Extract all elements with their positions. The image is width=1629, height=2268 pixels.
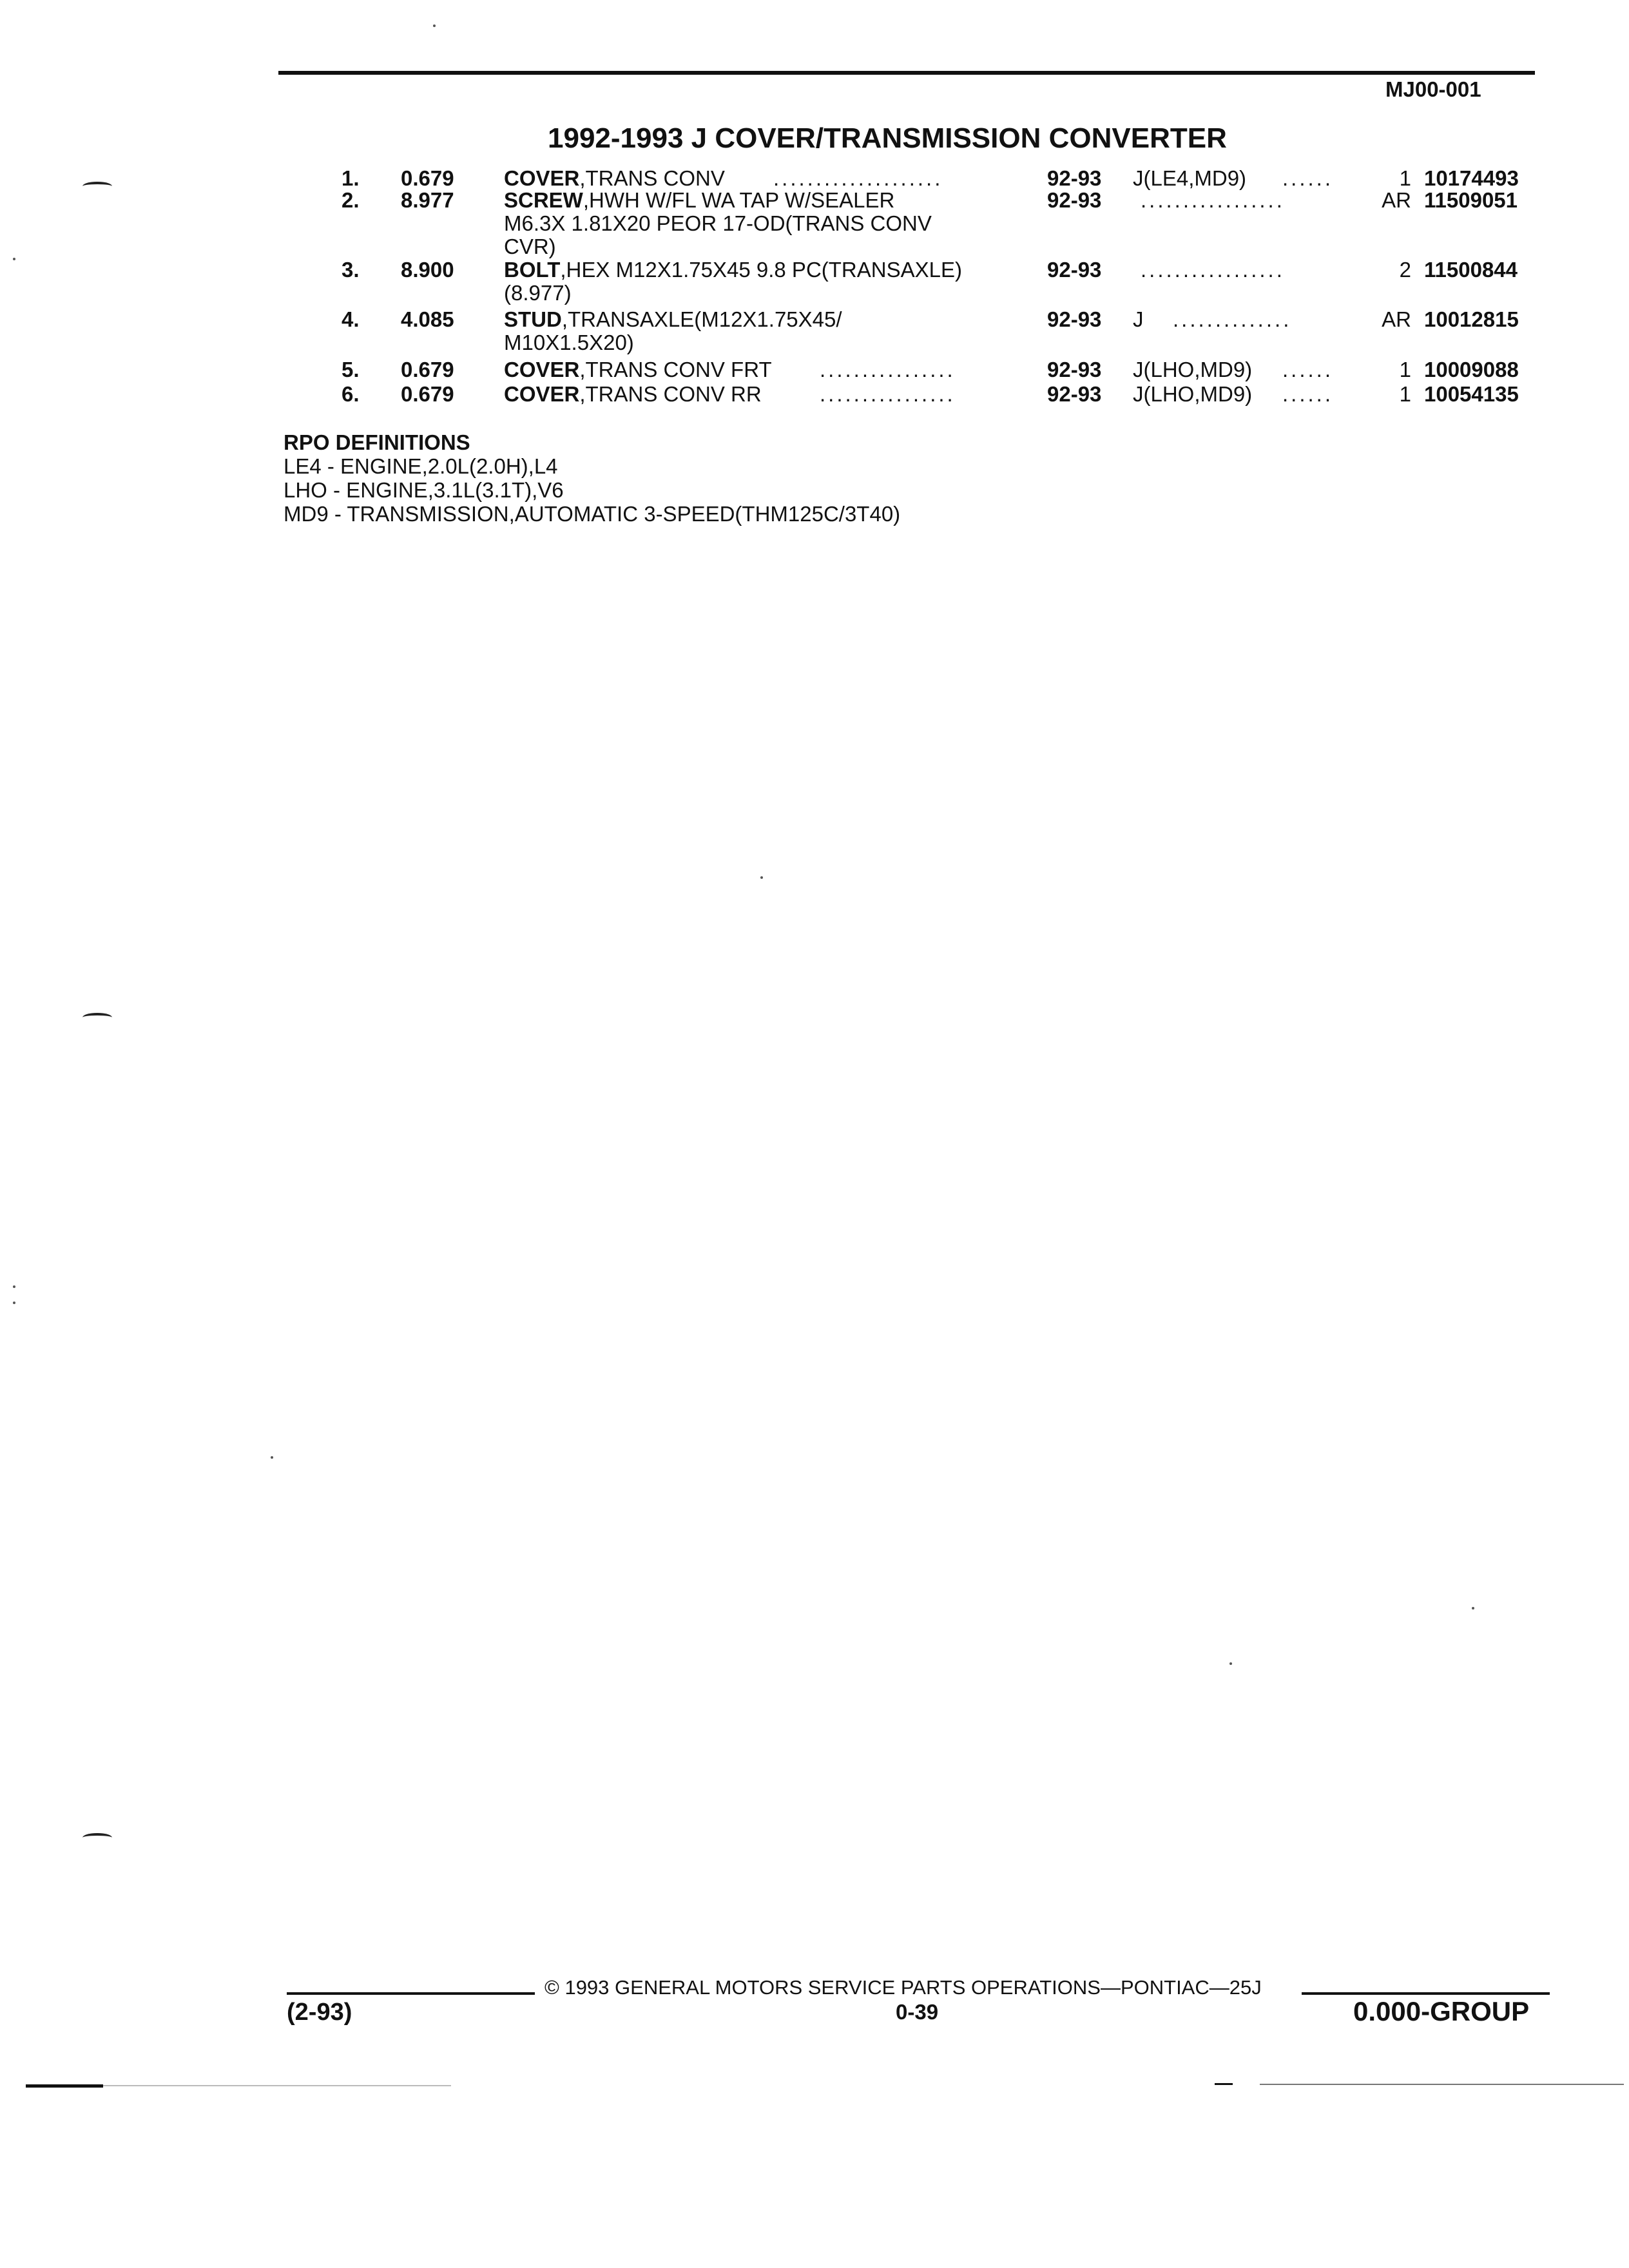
footer-rule-right xyxy=(1302,1992,1550,1995)
group-label: 0.000-GROUP xyxy=(1353,1996,1530,2026)
model-code: J(LHO,MD9) xyxy=(1133,382,1253,406)
dot-leader: ...... xyxy=(1282,382,1334,406)
group-number: 0.679 xyxy=(401,166,454,190)
catalog-code: MJ00-001 xyxy=(1385,77,1481,101)
part-description-continued: (8.977) xyxy=(504,281,572,305)
part-description xyxy=(504,258,962,282)
part-detail: ,TRANS CONV xyxy=(579,166,725,190)
part-detail: ,HEX M12X1.75X45 9.8 PC(TRANSAXLE) xyxy=(560,258,962,282)
model-code: J(LE4,MD9) xyxy=(1133,166,1247,190)
dot-leader: .............. xyxy=(1173,307,1292,331)
parts-row xyxy=(342,382,1553,405)
dot-leader: ...... xyxy=(1282,166,1334,190)
part-detail: ,TRANSAXLE(M12X1.75X45/ xyxy=(561,307,842,331)
rpo-definition: LE4 - ENGINE,2.0L(2.0H),L4 xyxy=(284,454,558,478)
group-number: 0.679 xyxy=(401,382,454,406)
group-number: 8.977 xyxy=(401,188,454,212)
part-description xyxy=(504,166,725,191)
part-detail: ,HWH W/FL WA TAP W/SEALER xyxy=(583,188,895,212)
part-name: BOLT xyxy=(504,258,561,282)
model-years: 92-93 xyxy=(1047,307,1102,331)
part-description-continued: M6.3X 1.81X20 PEOR 17-OD(TRANS CONV xyxy=(504,211,932,235)
dot-leader: ...... xyxy=(1282,358,1334,381)
scan-edge-right xyxy=(1215,2083,1233,2085)
parts-row xyxy=(342,258,1553,304)
model-years: 92-93 xyxy=(1047,188,1102,212)
parts-row xyxy=(342,358,1553,381)
quantity: 2 xyxy=(1399,258,1411,282)
model-years: 92-93 xyxy=(1047,166,1102,190)
scan-edge-left-faint xyxy=(103,2085,451,2086)
dot-leader: .................... xyxy=(773,166,943,190)
part-description xyxy=(504,382,762,407)
scan-speck xyxy=(13,1302,15,1304)
model-code: J(LHO,MD9) xyxy=(1133,358,1253,381)
copyright-notice: © 1993 GENERAL MOTORS SERVICE PARTS OPERATIONS—PONTIAC—25J xyxy=(545,1976,1262,1999)
model-years: 92-93 xyxy=(1047,358,1102,381)
scan-edge-right-long xyxy=(1260,2084,1624,2085)
part-description-continued: M10X1.5X20) xyxy=(504,331,634,354)
part-description-continued: CVR) xyxy=(504,235,556,258)
part-number: 10174493 xyxy=(1424,166,1519,190)
group-number: 0.679 xyxy=(401,358,454,381)
binder-hole-mark xyxy=(82,1013,112,1022)
part-number: 10054135 xyxy=(1424,382,1519,406)
scan-speck xyxy=(13,1285,15,1288)
item-number: 4. xyxy=(342,307,360,331)
parts-row xyxy=(342,188,1553,258)
quantity: AR xyxy=(1382,307,1411,331)
part-name: SCREW xyxy=(504,188,583,212)
rpo-definition: LHO - ENGINE,3.1L(3.1T),V6 xyxy=(284,478,564,502)
item-number: 3. xyxy=(342,258,360,282)
page-title: 1992-1993 J COVER/TRANSMISSION CONVERTER xyxy=(548,122,1227,154)
rpo-heading: RPO DEFINITIONS xyxy=(284,430,470,454)
scan-speck xyxy=(433,24,436,27)
parts-row xyxy=(342,166,1553,189)
part-detail: ,TRANS CONV FRT xyxy=(579,358,772,381)
model-years: 92-93 xyxy=(1047,258,1102,282)
quantity: 1 xyxy=(1399,166,1411,190)
scan-speck xyxy=(1229,1662,1232,1665)
part-name: STUD xyxy=(504,307,562,331)
dot-leader: ................. xyxy=(1141,258,1285,282)
quantity: 1 xyxy=(1399,382,1411,406)
item-number: 6. xyxy=(342,382,360,406)
dot-leader: ................. xyxy=(1141,188,1285,212)
part-name: COVER xyxy=(504,358,580,381)
dot-leader: ................ xyxy=(820,382,956,406)
part-number: 10009088 xyxy=(1424,358,1519,381)
binder-hole-mark xyxy=(82,182,112,191)
group-number: 8.900 xyxy=(401,258,454,282)
part-name: COVER xyxy=(504,382,580,406)
rpo-definition: MD9 - TRANSMISSION,AUTOMATIC 3-SPEED(THM125C/3T40) xyxy=(284,502,901,526)
part-number: 11509051 xyxy=(1424,188,1518,212)
quantity: 1 xyxy=(1399,358,1411,381)
scan-speck xyxy=(271,1456,273,1459)
part-description xyxy=(504,358,772,382)
header-rule xyxy=(278,71,1535,75)
part-number: 10012815 xyxy=(1424,307,1519,331)
model-code: J xyxy=(1133,307,1144,331)
group-number: 4.085 xyxy=(401,307,454,331)
binder-hole-mark xyxy=(82,1833,112,1842)
scan-speck xyxy=(760,876,763,879)
item-number: 5. xyxy=(342,358,360,381)
item-number: 1. xyxy=(342,166,360,190)
scan-speck xyxy=(1472,1607,1474,1610)
quantity: AR xyxy=(1382,188,1411,212)
revision-date: (2-93) xyxy=(287,1999,352,2026)
footer-rule-left xyxy=(287,1992,535,1995)
part-number: 11500844 xyxy=(1424,258,1518,282)
dot-leader: ................ xyxy=(820,358,956,381)
item-number: 2. xyxy=(342,188,360,212)
part-name: COVER xyxy=(504,166,580,190)
page-number: 0-39 xyxy=(896,2000,939,2024)
part-description xyxy=(504,188,894,213)
part-description xyxy=(504,307,842,332)
parts-row xyxy=(342,307,1553,354)
scan-edge-left xyxy=(26,2084,103,2088)
part-detail: ,TRANS CONV RR xyxy=(579,382,762,406)
model-years: 92-93 xyxy=(1047,382,1102,406)
scan-speck xyxy=(13,258,15,260)
